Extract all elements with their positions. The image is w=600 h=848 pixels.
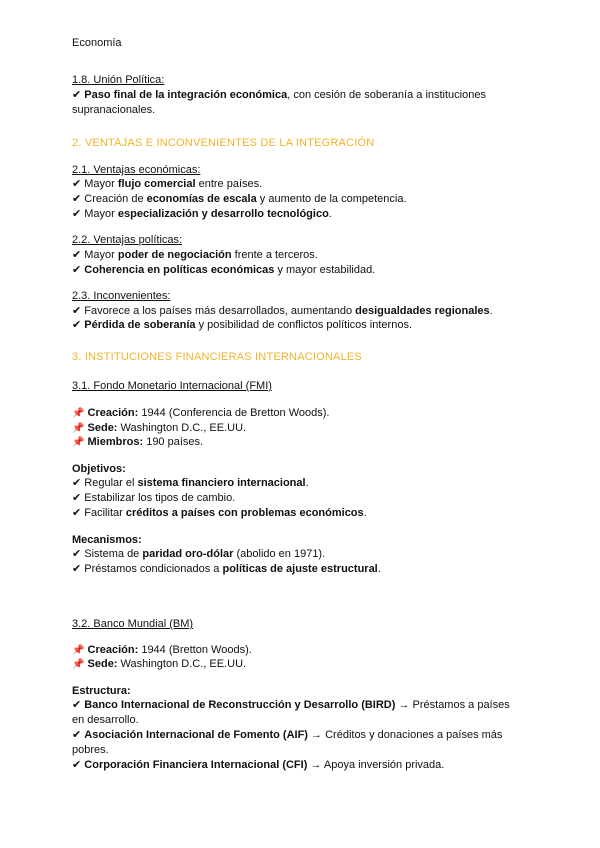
s22-i1-c: frente a terceros. [231,249,318,261]
s31-f2-c: Washington D.C., EE.UU. [117,422,247,434]
s23-i1-c: . [489,305,493,317]
s18-line-2: supranacionales. [72,104,156,116]
s32-fact-1 [72,643,532,658]
s31-o1-a: ✔ Regular el [72,477,138,489]
s31-m2-a: ✔ Préstamos condicionados a [72,563,223,575]
s23-i2-a: ✔ [72,319,85,331]
s31-mec-title: Mecanismos: [72,534,142,546]
s31-o1-b: sistema financiero internacional [137,477,306,489]
s31-mechanisms-title [72,533,532,548]
s18-bold: Paso final de la integración económica [84,89,288,101]
s21-i1-c: entre países. [195,178,263,190]
s31-objectives-title [72,462,532,477]
s32-fact-2 [72,657,532,672]
s21-i1-a: ✔ Mayor [72,178,118,190]
s32-e1-a: ✔ [72,699,85,711]
s21-i3-b: especialización y desarrollo tecnológico [117,208,329,220]
s31-obj-1 [72,476,532,491]
s31-mec-2 [72,562,532,577]
s31-fact-1 [72,406,532,421]
s23-i1-b: desigualdades regionales [355,305,490,317]
s31-f1-c: 1944 (Conferencia de Bretton Woods). [138,407,330,419]
s32-f1-c: 1944 (Bretton Woods). [138,644,252,656]
s31-m1-a: ✔ Sistema de [72,548,143,560]
section-2-heading: 2. VENTAJAS E INCONVENIENTES DE LA INTEGRACIÓN [72,137,375,149]
section-1-8-title: 1.8. Unión Política: [72,74,165,86]
s32-est-1-cont: en desarrollo. [72,714,139,726]
s31-obj-2: ✔ Estabilizar los tipos de cambio. [72,492,236,504]
s32-est-2-cont: pobres. [72,744,109,756]
s32-f2-b: Sede: [87,658,118,670]
check-icon: ✔ [72,89,82,101]
s23-i2-b: Pérdida de soberanía [84,319,196,331]
section-2-1-title: 2.1. Ventajas económicas: [72,164,201,176]
s21-item-3 [72,207,532,222]
s32-est-2 [72,728,532,743]
s31-f1-b: Creación: [87,407,139,419]
pin-icon: 📌 [72,645,85,656]
s31-mec-1 [72,547,532,562]
s22-item-2 [72,263,532,278]
s31-o3-b: créditos a países con problemas económicos [125,507,364,519]
s21-item-2 [72,192,532,207]
s32-f2-c: Washington D.C., EE.UU. [117,658,247,670]
pin-icon: 📌 [72,408,85,419]
s31-obj-3 [72,506,532,521]
s32-structure-title [72,684,532,699]
section-3-1-title: 3.1. Fondo Monetario Internacional (FMI) [72,380,272,392]
s23-i2-c: y posibilidad de conflictos políticos internos. [195,319,412,331]
s21-i2-a: ✔ Creación de [72,193,147,205]
s22-i2-c: y mayor estabilidad. [274,264,376,276]
s21-i3-c: . [328,208,332,220]
s23-item-1 [72,304,532,319]
s32-est-title: Estructura: [72,685,131,697]
s18-rest: , con cesión de soberanía a instituciones [287,89,486,101]
s31-m1-b: paridad oro-dólar [142,548,234,560]
pin-icon: 📌 [72,437,85,448]
s32-est-1 [72,698,532,713]
s31-o3-c: . [363,507,367,519]
s32-e3-b: Corporación Financiera Internacional (CFI) [84,759,308,771]
pin-icon: 📌 [72,659,85,670]
s18-line-1 [72,88,532,103]
s32-e3-a: ✔ [72,759,85,771]
section-3-heading: 3. INSTITUCIONES FINANCIERAS INTERNACIONALES [72,351,362,363]
s31-o3-a: ✔ Facilitar [72,507,126,519]
s21-i2-b: economías de escala [146,193,257,205]
s32-f1-b: Creación: [87,644,139,656]
s31-m2-b: políticas de ajuste estructural [222,563,378,575]
section-2-2-title: 2.2. Ventajas políticas: [72,234,183,246]
s32-e1-b: Banco Internacional de Reconstrucción y Desarrollo (BIRD) [84,699,396,711]
s31-fact-3 [72,435,532,450]
s32-e2-a: ✔ [72,729,85,741]
s31-m2-c: . [377,563,381,575]
document-header: Economía [72,37,122,49]
s21-i2-c: y aumento de la competencia. [256,193,407,205]
s21-i1-b: flujo comercial [117,178,196,190]
s21-i3-a: ✔ Mayor [72,208,118,220]
s23-i1-a: ✔ Favorece a los países más desarrollados, aumentando [72,305,356,317]
s22-i1-b: poder de negociación [117,249,232,261]
s22-i2-b: Coherencia en políticas económicas [84,264,275,276]
s32-e2-c: → Créditos y donaciones a países más [307,729,503,741]
s31-obj-title: Objetivos: [72,463,126,475]
pin-icon: 📌 [72,423,85,434]
s31-f2-b: Sede: [87,422,118,434]
s31-fact-2 [72,421,532,436]
s21-item-1 [72,177,532,192]
s22-i1-a: ✔ Mayor [72,249,118,261]
s32-e3-c: → Apoya inversión privada. [307,759,445,771]
s31-f3-b: Miembros: [87,436,144,448]
s22-item-1 [72,248,532,263]
s31-m1-c: (abolido en 1971). [233,548,326,560]
s32-est-3 [72,758,532,773]
section-2-3-title: 2.3. Inconvenientes: [72,290,171,302]
s23-item-2 [72,318,532,333]
section-3-2-title: 3.2. Banco Mundial (BM) [72,618,194,630]
s32-e1-c: → Préstamos a países [395,699,510,711]
s31-o1-c: . [305,477,309,489]
s32-e2-b: Asociación Internacional de Fomento (AIF) [84,729,308,741]
s22-i2-a: ✔ [72,264,85,276]
s31-f3-c: 190 países. [143,436,204,448]
